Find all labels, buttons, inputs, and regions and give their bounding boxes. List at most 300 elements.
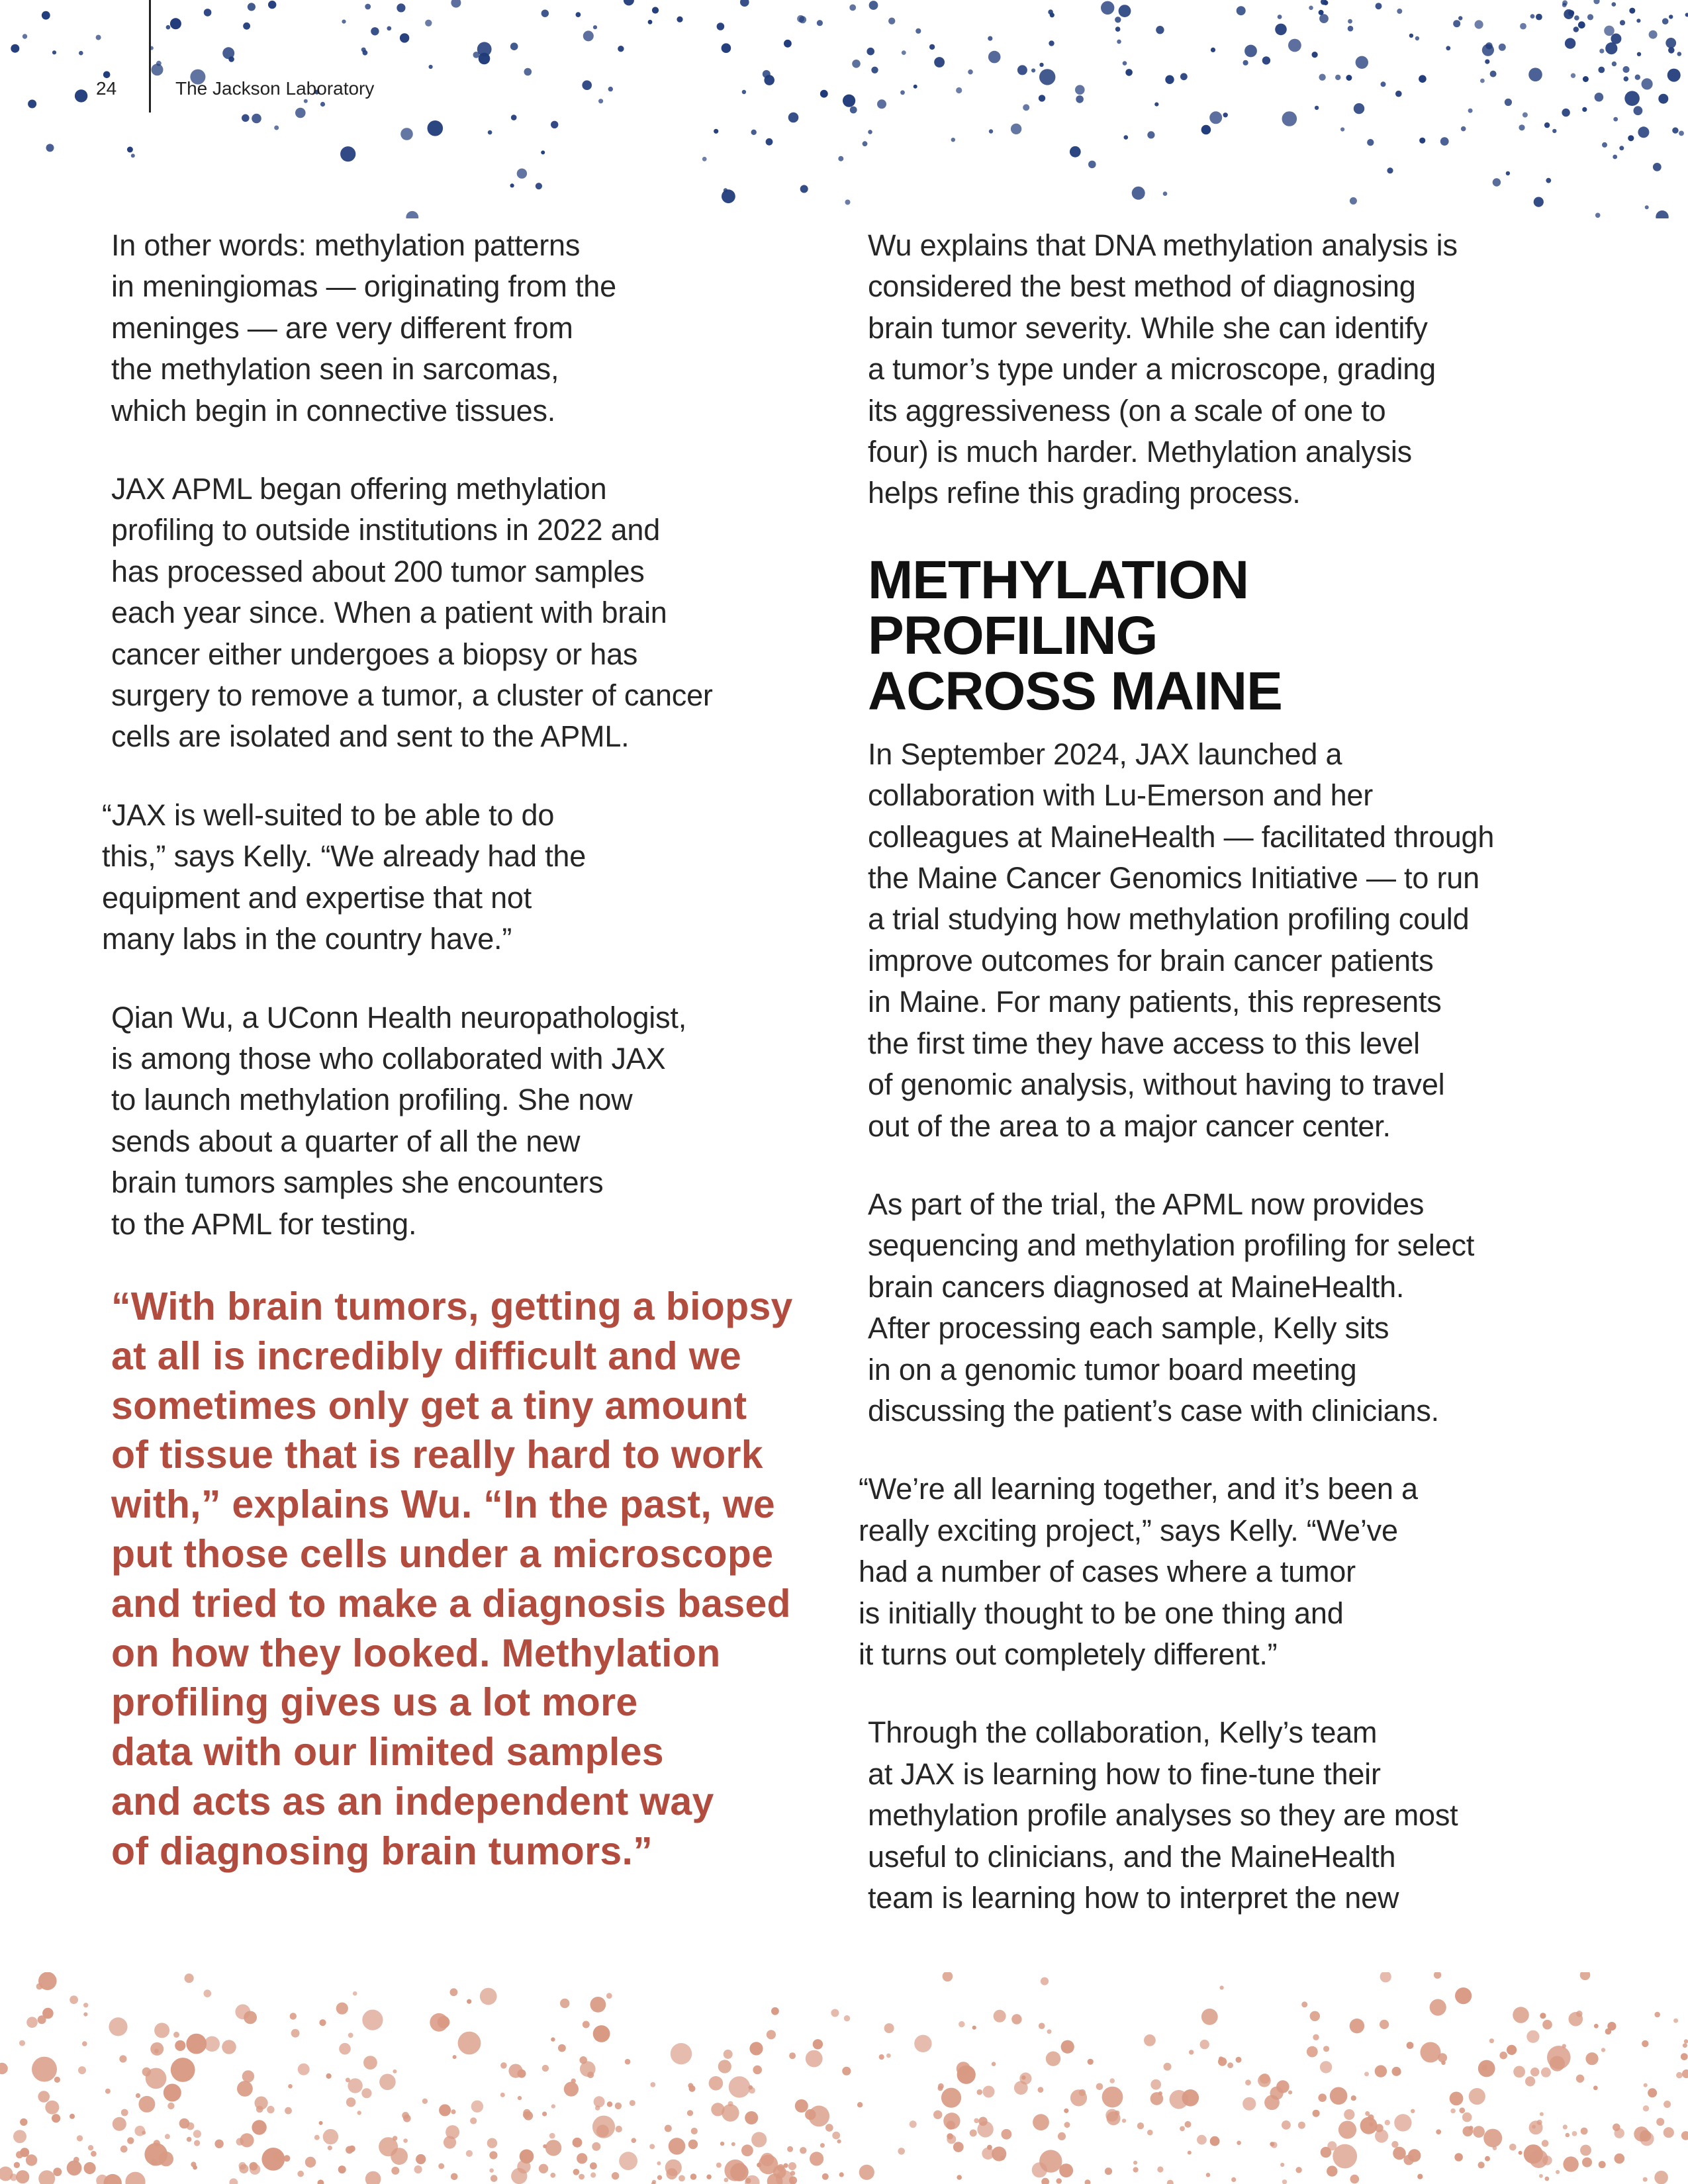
speckle-dot xyxy=(1039,63,1043,67)
speckle-dot xyxy=(1369,2122,1373,2126)
speckle-dot xyxy=(741,2144,753,2156)
speckle-dot xyxy=(167,2103,174,2109)
speckle-dot xyxy=(32,2057,57,2082)
speckle-dot xyxy=(453,2055,457,2059)
speckle-dot xyxy=(445,2125,459,2139)
speckle-dot xyxy=(489,2168,494,2173)
speckle-dot xyxy=(1556,2170,1560,2174)
speckle-dot xyxy=(1520,23,1526,30)
body-paragraph-quote: “We’re all learning together, and it’s been a really exciting project,” says Kelly. “We’ve had a number of cases where a tumor is initially thought to be one thing and it turns out completely different.” xyxy=(859,1472,1418,1671)
speckle-dot xyxy=(1312,52,1318,58)
speckle-dot xyxy=(1545,2177,1550,2181)
speckle-dot xyxy=(1578,21,1585,28)
speckle-dot xyxy=(582,80,592,90)
speckle-dot xyxy=(379,2074,396,2091)
speckle-dot xyxy=(1210,2136,1220,2146)
speckle-dot xyxy=(970,2130,977,2137)
speckle-dot xyxy=(365,4,371,10)
speckle-dot xyxy=(844,2015,850,2021)
speckle-dot xyxy=(1237,6,1246,15)
speckle-dot xyxy=(1565,38,1575,48)
speckle-dot xyxy=(1580,1972,1591,1980)
speckle-dot xyxy=(850,107,857,114)
speckle-dot xyxy=(1180,73,1188,80)
speckle-dot xyxy=(252,114,261,124)
speckle-dot xyxy=(1539,2174,1543,2178)
speckle-dot xyxy=(136,2093,140,2098)
speckle-dot xyxy=(595,2105,600,2111)
speckle-dot xyxy=(1271,2142,1278,2148)
speckle-dot xyxy=(1530,2068,1539,2076)
speckle-dot xyxy=(1485,60,1489,64)
body-paragraph: Through the collaboration, Kelly’s team at JAX is learning how to fine-tune their methylation profile analyses so they are most useful to clinicians, and the MaineHealth team is learning how to interpret the new xyxy=(868,1715,1458,1915)
speckle-dot xyxy=(1385,2120,1390,2125)
speckle-dot xyxy=(1335,75,1340,80)
speckle-dot xyxy=(84,2162,96,2174)
speckle-dot xyxy=(822,2173,829,2180)
speckle-dot xyxy=(571,2079,576,2083)
speckle-dot xyxy=(1019,2073,1031,2085)
speckle-dot xyxy=(1637,52,1641,56)
speckle-dot xyxy=(518,2096,522,2100)
speckle-dot xyxy=(1156,26,1164,34)
speckle-dot xyxy=(1033,2114,1049,2130)
speckle-dot xyxy=(1189,2050,1194,2054)
speckle-dot xyxy=(1415,36,1419,40)
speckle-dot xyxy=(1137,2122,1144,2129)
speckle-dot xyxy=(740,0,749,7)
speckle-dot xyxy=(665,2125,672,2132)
speckle-dot xyxy=(1365,2111,1370,2116)
speckle-dot xyxy=(608,87,613,91)
speckle-dot xyxy=(500,2062,507,2069)
speckle-dot xyxy=(545,2140,561,2156)
speckle-dot xyxy=(1573,26,1579,32)
speckle-dot xyxy=(1211,48,1215,52)
decorative-dots-top xyxy=(0,0,1688,218)
speckle-dot xyxy=(1147,2130,1153,2136)
speckle-dot xyxy=(348,2032,353,2038)
speckle-dot xyxy=(729,2076,751,2098)
speckle-dot xyxy=(649,2144,655,2149)
speckle-dot xyxy=(1566,2133,1570,2138)
speckle-dot xyxy=(1079,2089,1086,2096)
speckle-dot xyxy=(551,2037,555,2041)
speckle-dot xyxy=(1313,2110,1320,2117)
speckle-dot xyxy=(598,99,603,103)
speckle-dot xyxy=(1473,2126,1485,2138)
speckle-dot xyxy=(1411,2109,1415,2113)
speckle-dot xyxy=(947,2120,955,2129)
speckle-dot xyxy=(523,2111,530,2118)
speckle-dot xyxy=(1201,125,1211,135)
speckle-dot xyxy=(988,36,992,41)
speckle-dot xyxy=(42,11,50,20)
speckle-dot xyxy=(78,2066,86,2074)
speckle-dot xyxy=(1662,18,1669,24)
speckle-dot xyxy=(1096,2083,1103,2091)
speckle-dot xyxy=(96,35,101,40)
speckle-dot xyxy=(688,2140,698,2149)
speckle-dot xyxy=(1668,47,1675,54)
speckle-dot xyxy=(1482,44,1494,56)
body-paragraph: In September 2024, JAX launched a collaboration with Lu-Emerson and her colleagues at MaineHealth — facilitated through the Maine Cancer Genomics Initiative — to run a trial studying how methylation profiling could improve outcomes for brain cancer patients in Maine. For many patients, this represents the first time they have access to this level of genomic analysis, without having to travel out of the area to a major cancer center. xyxy=(868,737,1495,1143)
speckle-dot xyxy=(731,2142,735,2146)
speckle-dot xyxy=(243,23,250,30)
speckle-dot xyxy=(542,2065,549,2071)
speckle-dot xyxy=(1552,129,1556,133)
speckle-dot xyxy=(1041,1978,1049,1985)
speckle-dot xyxy=(724,2050,733,2059)
speckle-dot xyxy=(606,1993,612,1999)
speckle-dot xyxy=(1011,124,1021,134)
speckle-dot xyxy=(1490,71,1497,77)
speckle-dot xyxy=(1604,26,1615,36)
speckle-dot xyxy=(720,2142,724,2146)
speckle-dot xyxy=(1469,2088,1485,2105)
speckle-dot xyxy=(1323,1,1328,5)
speckle-dot xyxy=(1049,40,1054,46)
speckle-dot xyxy=(45,2101,59,2115)
speckle-dot xyxy=(1684,2039,1688,2043)
speckle-dot xyxy=(458,2032,481,2055)
speckle-dot xyxy=(314,2135,320,2140)
speckle-dot xyxy=(290,2013,297,2019)
speckle-dot xyxy=(165,2134,170,2139)
speckle-dot xyxy=(20,2118,27,2126)
speckle-dot xyxy=(956,87,962,93)
speckle-dot xyxy=(1612,62,1617,66)
speckle-dot xyxy=(978,2117,988,2126)
speckle-dot xyxy=(590,2162,597,2169)
speckle-dot xyxy=(1572,2131,1577,2136)
speckle-dot xyxy=(888,18,895,24)
speckle-dot xyxy=(439,2105,451,2116)
right-column xyxy=(859,225,1609,1956)
speckle-dot xyxy=(722,189,735,203)
speckle-dot xyxy=(1658,94,1668,104)
speckle-dot xyxy=(170,18,181,29)
speckle-dot xyxy=(1219,2056,1223,2061)
speckle-dot xyxy=(125,2172,145,2184)
left-column xyxy=(102,225,833,1876)
speckle-dot xyxy=(977,2089,983,2095)
speckle-dot xyxy=(1023,104,1029,111)
speckle-dot xyxy=(1622,66,1629,73)
speckle-dot xyxy=(154,2023,169,2038)
speckle-dot xyxy=(151,2160,158,2166)
speckle-dot xyxy=(1481,2065,1487,2071)
speckle-dot xyxy=(16,2151,23,2158)
speckle-dot xyxy=(745,2178,751,2183)
speckle-dot xyxy=(706,2175,711,2179)
speckle-dot xyxy=(138,2096,155,2113)
speckle-dot xyxy=(1011,2014,1021,2024)
speckle-dot xyxy=(1540,2013,1546,2019)
speckle-dot xyxy=(1375,2065,1387,2077)
speckle-dot xyxy=(852,60,861,68)
speckle-dot xyxy=(989,129,993,133)
speckle-dot xyxy=(1513,2066,1525,2078)
speckle-dot xyxy=(1509,2144,1517,2151)
speckle-dot xyxy=(406,211,418,218)
speckle-dot xyxy=(524,68,532,76)
speckle-dot xyxy=(914,85,917,89)
speckle-dot xyxy=(1673,2019,1678,2023)
speckle-dot xyxy=(1644,2083,1648,2087)
speckle-dot xyxy=(1064,2109,1068,2113)
speckle-dot xyxy=(825,2124,833,2132)
speckle-dot xyxy=(1047,2029,1052,2034)
speckle-dot xyxy=(1419,75,1427,83)
speckle-dot xyxy=(134,2126,145,2136)
speckle-dot xyxy=(800,185,808,193)
speckle-dot xyxy=(1409,34,1413,38)
speckle-dot xyxy=(934,57,945,68)
speckle-dot xyxy=(73,2157,79,2163)
speckle-dot xyxy=(1582,107,1587,112)
speckle-dot xyxy=(500,2093,505,2097)
speckle-dot xyxy=(959,2021,964,2027)
speckle-dot xyxy=(320,102,325,107)
speckle-dot xyxy=(805,2109,816,2120)
speckle-dot xyxy=(430,2013,448,2032)
speckle-dot xyxy=(1676,2072,1683,2079)
speckle-dot xyxy=(1421,2042,1441,2063)
speckle-dot xyxy=(933,2111,942,2119)
speckle-dot xyxy=(53,2167,62,2176)
speckle-dot xyxy=(1058,2132,1066,2140)
speckle-dot xyxy=(1532,2125,1536,2129)
speckle-dot xyxy=(1530,14,1535,19)
speckle-dot xyxy=(305,2157,316,2167)
speckle-dot xyxy=(1480,79,1485,83)
speckle-dot xyxy=(1288,2091,1292,2095)
speckle-dot xyxy=(1611,34,1621,44)
speckle-dot xyxy=(391,2148,408,2165)
speckle-dot xyxy=(1165,75,1174,84)
speckle-dot xyxy=(298,2064,310,2075)
speckle-dot xyxy=(764,75,774,85)
speckle-dot xyxy=(1593,0,1599,4)
speckle-dot xyxy=(416,2154,426,2164)
speckle-dot xyxy=(26,2154,37,2165)
speckle-dot xyxy=(871,67,878,73)
speckle-dot xyxy=(46,144,54,152)
speckle-dot xyxy=(1101,1,1114,15)
speckle-dot xyxy=(1319,74,1325,81)
speckle-dot xyxy=(771,2007,779,2015)
speckle-dot xyxy=(194,2140,200,2146)
speckle-dot xyxy=(868,130,872,134)
speckle-dot xyxy=(365,2171,381,2184)
speckle-dot xyxy=(1321,2147,1331,2158)
speckle-dot xyxy=(340,146,355,161)
speckle-dot xyxy=(1468,109,1473,113)
speckle-dot xyxy=(414,2165,422,2173)
speckle-dot xyxy=(657,2175,662,2180)
speckle-dot xyxy=(326,2073,332,2079)
body-paragraph: As part of the trial, the APML now provides sequencing and methylation profiling for select brain cancers diagnosed at MaineHealth. After processing each sample, Kelly sits in on a genomic tumor board meeting discussing the patient’s case with clinicians. xyxy=(868,1187,1475,1428)
decorative-dots-bottom xyxy=(0,1972,1688,2184)
speckle-dot xyxy=(551,121,558,128)
speckle-dot xyxy=(1505,99,1512,106)
speckle-dot xyxy=(1571,73,1575,78)
speckle-dot xyxy=(1541,2068,1551,2077)
speckle-dot xyxy=(1643,2177,1648,2182)
speckle-dot xyxy=(691,2128,698,2134)
speckle-dot xyxy=(510,183,514,187)
speckle-dot xyxy=(1395,91,1402,97)
speckle-dot xyxy=(159,2152,173,2166)
speckle-dot xyxy=(393,2136,397,2140)
speckle-dot xyxy=(1499,44,1506,51)
speckle-dot xyxy=(16,2170,29,2183)
speckle-dot xyxy=(1318,2093,1327,2102)
speckle-dot xyxy=(120,2146,128,2153)
speckle-dot xyxy=(1507,2045,1517,2055)
speckle-dot xyxy=(1133,2167,1139,2172)
speckle-dot xyxy=(1459,2107,1465,2113)
speckle-dot xyxy=(1601,2048,1605,2052)
speckle-dot xyxy=(1635,75,1640,80)
speckle-dot xyxy=(951,138,955,142)
speckle-dot xyxy=(1260,2073,1270,2083)
speckle-dot xyxy=(346,2097,355,2107)
speckle-dot xyxy=(391,2167,399,2175)
speckle-dot xyxy=(1031,68,1035,72)
speckle-dot xyxy=(229,2178,238,2184)
speckle-dot xyxy=(274,126,279,130)
speckle-dot xyxy=(1664,2127,1674,2138)
speckle-dot xyxy=(222,2040,236,2054)
speckle-dot xyxy=(593,25,597,29)
speckle-dot xyxy=(1595,213,1601,218)
speckle-dot xyxy=(1665,38,1676,48)
speckle-dot xyxy=(679,2175,685,2182)
speckle-dot xyxy=(968,69,973,75)
speckle-dot xyxy=(549,2133,555,2139)
speckle-dot xyxy=(1124,135,1129,140)
speckle-dot xyxy=(1544,122,1550,128)
speckle-dot xyxy=(1598,67,1605,73)
speckle-dot xyxy=(1346,75,1352,81)
speckle-dot xyxy=(103,71,111,79)
speckle-dot xyxy=(1446,46,1450,50)
speckle-dot xyxy=(1667,69,1681,82)
speckle-dot xyxy=(1262,56,1270,64)
speckle-dot xyxy=(297,2171,304,2177)
speckle-dot xyxy=(879,2054,884,2060)
speckle-dot xyxy=(1475,20,1483,28)
speckle-dot xyxy=(1681,2053,1688,2060)
speckle-dot xyxy=(724,2160,746,2181)
speckle-dot xyxy=(1620,20,1625,25)
speckle-dot xyxy=(800,2147,806,2154)
speckle-dot xyxy=(304,99,308,103)
speckle-dot xyxy=(1298,2122,1305,2129)
speckle-dot xyxy=(1453,20,1460,27)
speckle-dot xyxy=(761,2153,774,2166)
speckle-dot xyxy=(491,2175,498,2182)
speckle-dot xyxy=(1133,2161,1137,2165)
body-paragraph: Qian Wu, a UConn Health neuropathologist, is among those who collaborated with JAX to launch methylation profiling. She now sends about a quarter of all the new brain tumors samples she encounters to the APML for testing. xyxy=(111,1000,686,1241)
speckle-dot xyxy=(1677,52,1682,56)
speckle-dot xyxy=(1275,24,1287,36)
speckle-dot xyxy=(109,2017,127,2036)
speckle-dot xyxy=(1458,16,1462,20)
speckle-dot xyxy=(1201,2009,1218,2025)
speckle-dot xyxy=(397,3,405,12)
speckle-dot xyxy=(1455,1987,1472,2004)
speckle-dot xyxy=(1672,127,1678,133)
speckle-dot xyxy=(709,2076,724,2091)
speckle-dot xyxy=(1441,2061,1446,2066)
speckle-dot xyxy=(1469,2126,1474,2130)
speckle-dot xyxy=(914,2035,931,2052)
speckle-dot xyxy=(1164,2063,1172,2071)
speckle-dot xyxy=(1061,2040,1074,2054)
speckle-dot xyxy=(1056,2178,1062,2184)
speckle-dot xyxy=(1643,2105,1649,2111)
speckle-dot xyxy=(52,2114,60,2122)
speckle-dot xyxy=(550,2173,555,2178)
speckle-dot xyxy=(83,2003,88,2007)
speckle-dot xyxy=(362,2010,383,2030)
speckle-dot xyxy=(751,130,757,135)
speckle-dot xyxy=(593,2025,610,2042)
speckle-dot xyxy=(1649,30,1658,39)
speckle-dot xyxy=(1654,2171,1668,2184)
speckle-dot xyxy=(338,2165,346,2173)
body-paragraph: In other words: methylation patterns in meningiomas — originating from the meninges — are very different from the methylation seen in sarcomas, which begin in connective tissues. xyxy=(111,228,616,428)
speckle-dot xyxy=(1430,1999,1446,2016)
speckle-dot xyxy=(508,2064,522,2078)
speckle-dot xyxy=(789,2052,796,2059)
speckle-dot xyxy=(1360,2117,1378,2134)
speckle-dot xyxy=(1594,2024,1599,2028)
speckle-dot xyxy=(1282,111,1297,126)
speckle-dot xyxy=(929,44,935,50)
speckle-dot xyxy=(592,2116,615,2138)
speckle-dot xyxy=(164,2084,181,2102)
speckle-dot xyxy=(1391,2141,1398,2148)
speckle-dot xyxy=(348,2078,362,2093)
speckle-dot xyxy=(839,2172,844,2177)
speckle-dot xyxy=(353,1991,357,1996)
speckle-dot xyxy=(214,2140,223,2148)
speckle-dot xyxy=(583,2021,590,2028)
speckle-dot xyxy=(687,2110,693,2116)
speckle-dot xyxy=(1394,2114,1411,2131)
speckle-dot xyxy=(1417,2174,1423,2179)
speckle-dot xyxy=(517,169,527,179)
speckle-dot xyxy=(1309,6,1313,11)
speckle-dot xyxy=(1493,2146,1497,2150)
speckle-dot xyxy=(1526,2030,1539,2043)
speckle-dot xyxy=(1642,2040,1648,2047)
speckle-dot xyxy=(652,2180,656,2184)
speckle-dot xyxy=(1050,13,1055,17)
speckle-dot xyxy=(992,2062,996,2066)
speckle-dot xyxy=(1088,2059,1094,2065)
speckle-dot xyxy=(573,2169,580,2175)
speckle-dot xyxy=(1188,2151,1192,2155)
speckle-dot xyxy=(288,2084,293,2089)
speckle-dot xyxy=(1356,56,1368,69)
speckle-dot xyxy=(467,1999,471,2004)
speckle-dot xyxy=(150,2042,164,2056)
